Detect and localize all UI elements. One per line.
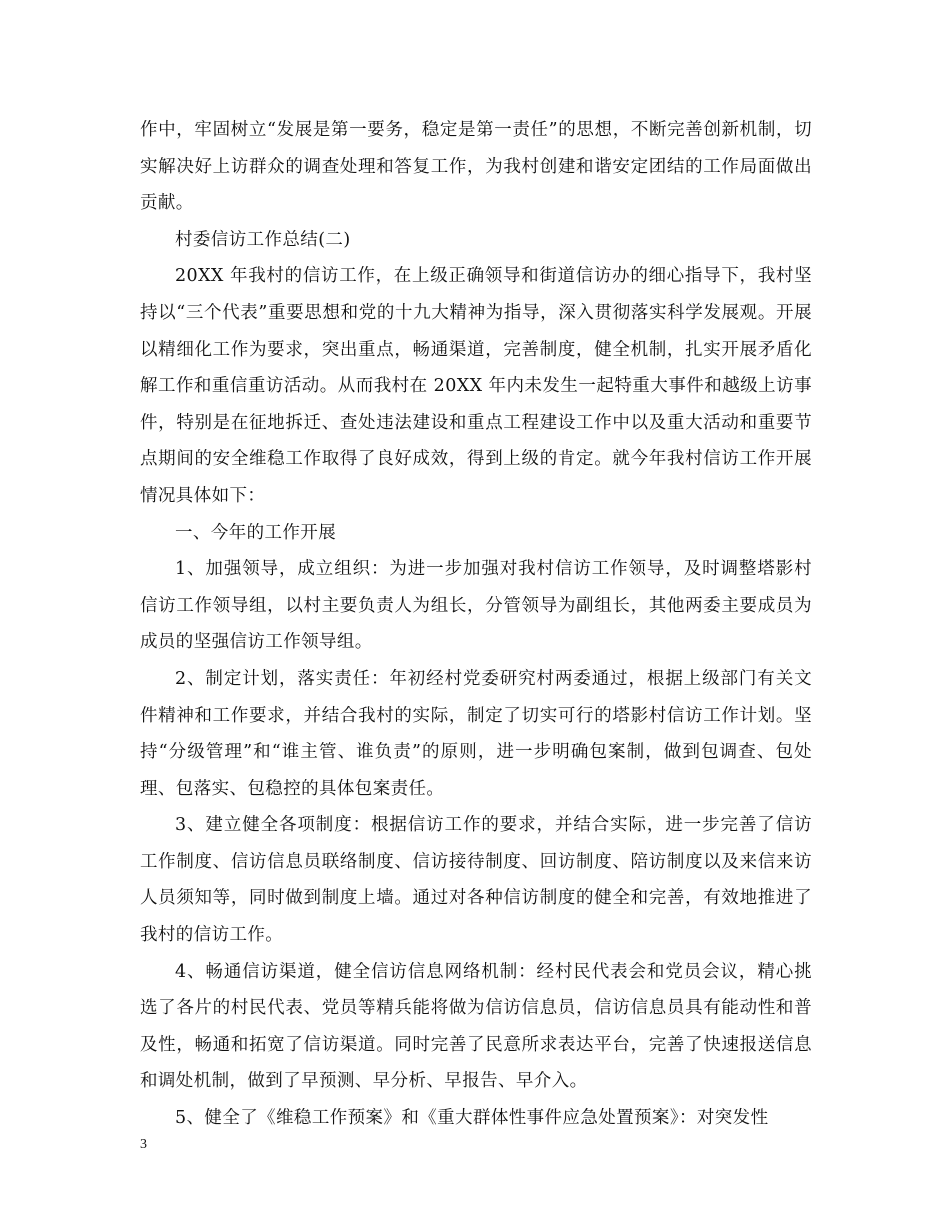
section-heading: 一、今年的工作开展 (175, 522, 337, 543)
document-body (140, 112, 812, 1137)
section-title: 村委信访工作总结(二) (175, 229, 351, 250)
paragraph: 20XX 年我村的信访工作，在上级正确领导和街道信访办的细心指导下，我村坚持以“三个代表”重要思想和党的十九大精神为指导，深入贯彻落实科学发展观。开展以精细化工作为要求，突出重点，畅通渠道，完善制度，健全机制，扎实开展矛盾化解工作和重信重访活动。从而我村在 20XX 年内未发生一起特重大事件和越级上访事件，特别是在征地拆迁、查处违法建设和重点工程建设工作中以及重大活动和重要节点期间的安全维稳工作取得了良好成效，得到上级的肯定。就今年我村信访工作开展情况具体如下： (140, 266, 812, 506)
page-number: 3 (140, 1137, 147, 1152)
paragraph: 1、加强领导，成立组织：为进一步加强对我村信访工作领导，及时调整塔影村信访工作领导组，以村主要负责人为组长，分管领导为副组长，其他两委主要成员为成员的坚强信访工作领导组。 (140, 559, 812, 653)
paragraph: 作中，牢固树立“发展是第一要务，稳定是第一责任”的思想，不断完善创新机制，切实解决好上访群众的调查处理和答复工作，为我村创建和谐安定团结的工作局面做出贡献。 (140, 120, 812, 214)
paragraph: 3、建立健全各项制度：根据信访工作的要求，并结合实际，进一步完善了信访工作制度、信访信息员联络制度、信访接待制度、回访制度、陪访制度以及来信来访人员须知等，同时做到制度上墙。通过对各种信访制度的健全和完善，有效地推进了我村的信访工作。 (140, 815, 812, 946)
paragraph: 2、制定计划，落实责任：年初经村党委研究村两委通过，根据上级部门有关文件精神和工作要求，并结合我村的实际，制定了切实可行的塔影村信访工作计划。坚持“分级管理”和“谁主管、谁负责”的原则，进一步明确包案制，做到包调查、包处理、包落实、包稳控的具体包案责任。 (140, 668, 812, 799)
paragraph: 5、健全了《维稳工作预案》和《重大群体性事件应急处置预案》：对突发性 (175, 1108, 769, 1129)
paragraph: 4、畅通信访渠道，健全信访信息网络机制：经村民代表会和党员会议，精心挑选了各片的村民代表、党员等精兵能将做为信访信息员，信访信息员具有能动性和普及性，畅通和拓宽了信访渠道。同时完善了民意所求表达平台，完善了快速报送信息和调处机制，做到了早预测、早分析、早报告、早介入。 (140, 961, 812, 1092)
